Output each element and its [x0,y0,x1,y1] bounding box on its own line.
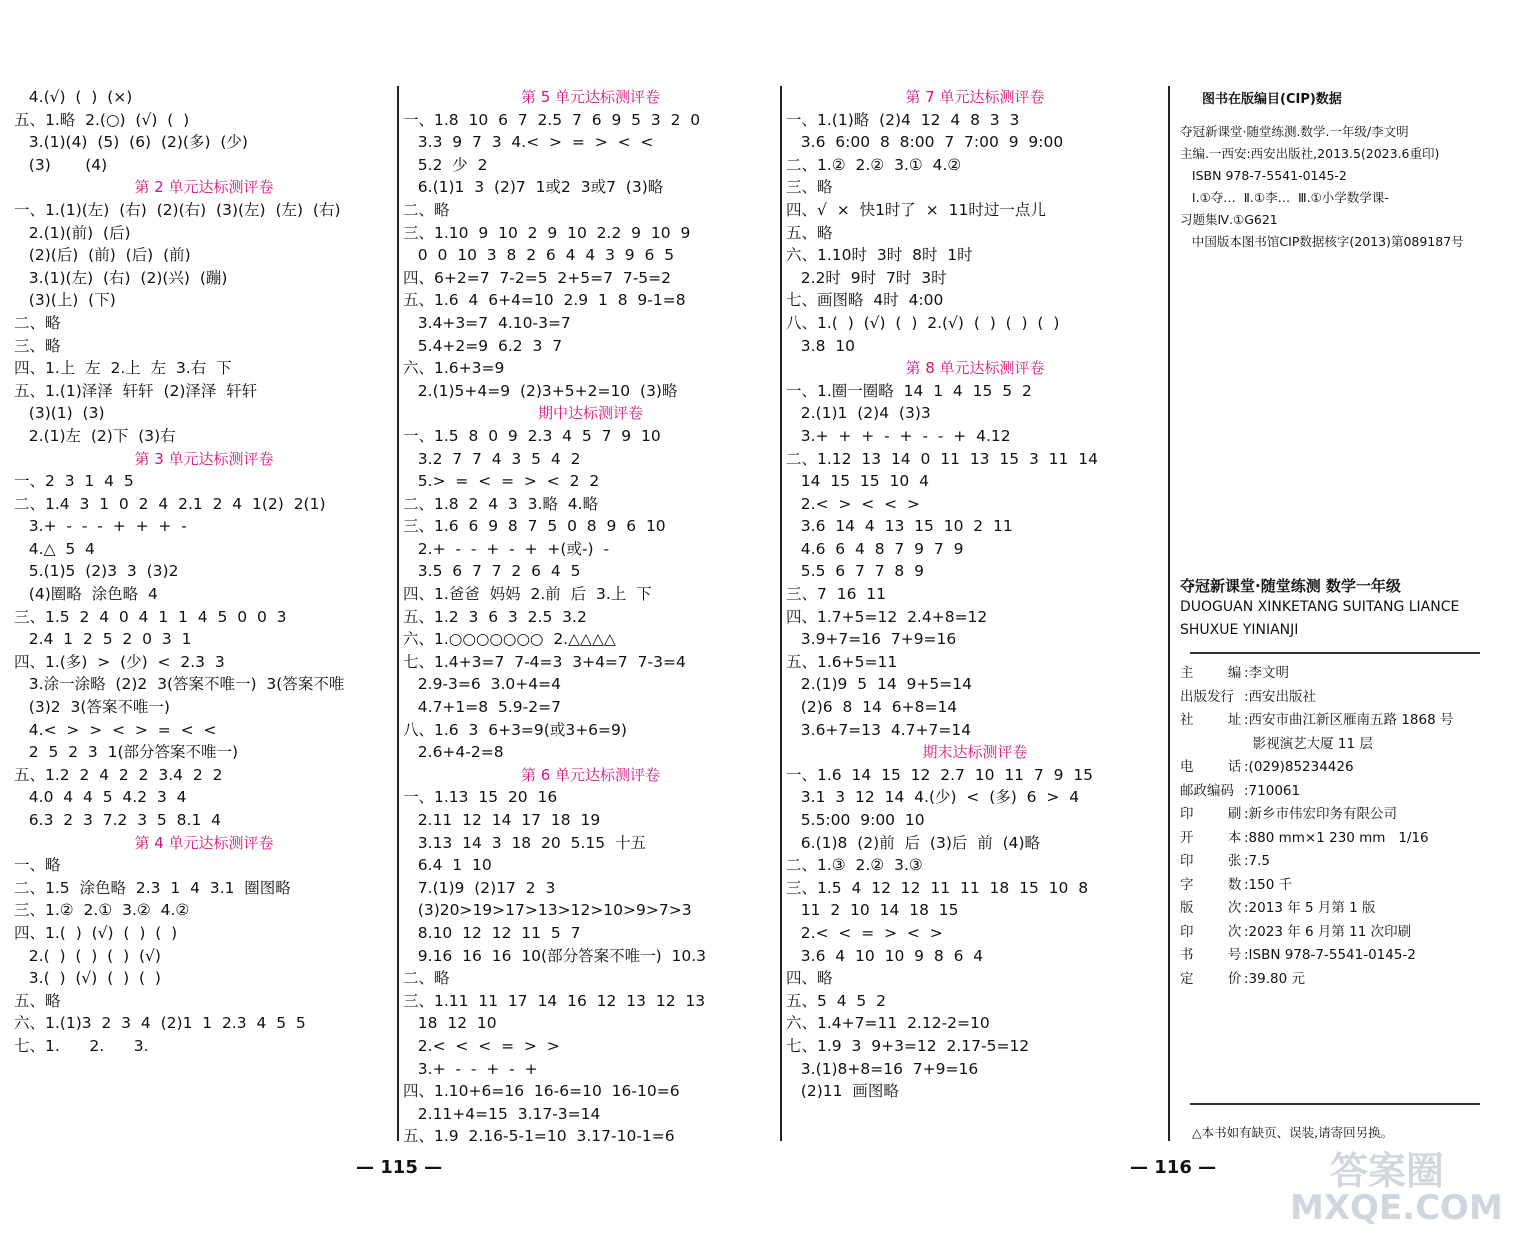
divider-rule [1190,652,1480,654]
answer-line: 七、1.9 3 9+3=12 2.17-5=12 [786,1036,1030,1055]
info-key: 开 本 [1180,829,1242,846]
answer-line: 2.< > < < > [786,494,920,513]
info-row [1180,662,1525,686]
answer-line: 2.(1)1 (2)4 (3)3 [786,404,931,423]
info-row [1180,780,1525,804]
answer-line: 三、1.② 2.① 3.② 4.② [14,901,190,920]
info-value: :新乡市伟宏印务有限公司 [1244,806,1398,822]
answer-line: 二、1.5 涂色略 2.3 1 4 3.1 圈图略 [14,878,291,897]
answer-line: 三、1.5 2 4 0 4 1 1 4 5 0 0 3 [14,607,287,626]
answer-line: 2.4 1 2 5 2 0 3 1 [14,630,192,649]
info-key: 字 数 [1180,876,1242,893]
answer-line: 3.3 9 7 3 4.< > = > < < [403,133,654,152]
answer-line: 3.8 10 [786,336,856,355]
answer-line: 5.(1)5 (2)3 3 (3)2 [14,562,179,581]
info-key: 主 编 [1180,665,1242,681]
answer-line: 18 12 10 [403,1014,497,1033]
answer-column-1 [14,86,394,1058]
info-key: 印 张 [1180,853,1242,869]
section-heading: 第 3 单元达标测评卷 [134,449,274,468]
answer-line: 3.6+7=13 4.7+7=14 [786,720,972,739]
info-value: :150 千 [1244,876,1293,893]
answer-line: 2.6+4-2=8 [403,743,504,762]
info-key: 电 话 [1180,759,1242,775]
section-heading: 期末达标测评卷 [922,743,1028,762]
watermark-text: 答案圈 [1330,1149,1445,1193]
answer-line: 二、1.4 3 1 0 2 4 2.1 2 4 1(2) 2(1) [14,494,326,513]
answer-line: 7.(1)9 (2)17 2 3 [403,878,556,897]
info-row [1180,709,1525,733]
answer-line: 3.2 7 7 4 3 5 4 2 [403,449,581,468]
answer-line: 二、略 [403,200,450,219]
info-row [1180,944,1525,968]
info-row [1180,968,1525,992]
answer-line: 五、1.(1)泽泽 轩轩 (2)泽泽 轩轩 [14,381,258,400]
answer-line: 五、略 [786,223,833,242]
section-heading: 第 5 单元达标测评卷 [520,88,661,106]
info-key: 定 价 [1180,970,1242,987]
cip-line: 主编.一西安:西安出版社,2013.5(2023.6重印) [1180,146,1440,161]
answer-line: 四、1.爸爸 妈妈 2.前 后 3.上 下 [403,585,652,604]
answer-line: 4.(√) ( ) (×) [14,88,133,106]
answer-line: 6.(1)8 (2)前 后 (3)后 前 (4)略 [786,833,1041,852]
answer-line: 4.7+1=8 5.9-2=7 [403,698,561,717]
cip-title: 图书在版编目(CIP)数据 [1202,92,1342,107]
answer-line: 三、1.11 11 17 14 16 12 13 12 13 [403,991,706,1010]
answer-line: (2)6 8 14 6+8=14 [786,698,958,717]
answer-line: (2)11 画图略 [786,1082,899,1101]
answer-line: 五、1.略 2.(○) (√) ( ) [14,110,190,129]
info-key: 出版发行 [1180,688,1234,705]
answer-line: 六、1.4+7=11 2.12-2=10 [786,1014,990,1033]
column-divider [397,86,399,1141]
info-value: :2023 年 6 月第 11 次印刷 [1244,923,1412,940]
info-value: 影视演艺大厦 11 层 [1244,735,1373,752]
answer-line: 3.(1)8+8=16 7+9=16 [786,1059,979,1078]
answer-line: 二、1.③ 2.② 3.③ [786,856,923,875]
answer-line: 6.4 1 10 [403,856,492,875]
answer-line: 七、1. 2. 3. [14,1036,149,1055]
answer-line: 3.1 3 12 14 4.(少) < (多) 6 > 4 [786,788,1080,807]
answer-line: 五、1.6+5=11 [786,652,898,671]
publication-info [1180,662,1525,991]
info-value: :西安出版社 [1244,688,1317,705]
info-row [1180,686,1525,710]
answer-line: 2.< < = > < > [786,923,943,942]
answer-line: 2.11+4=15 3.17-3=14 [403,1104,601,1123]
answer-line: 3.6 6:00 8 8:00 7 7:00 9 9:00 [786,133,1064,152]
info-key: 邮政编码 [1180,782,1234,799]
answer-line: 一、略 [14,856,61,875]
answer-line: 3.13 14 3 18 20 5.15 十五 [403,833,646,852]
answer-line: 二、略 [403,969,450,988]
cip-line: 习题集Ⅳ.①G621 [1180,212,1278,227]
info-value: :ISBN 978-7-5541-0145-2 [1244,947,1416,963]
answer-line: 三、略 [786,178,833,197]
answer-line: 3.+ - - - + + + - [14,517,187,536]
book-pinyin-1: DUOGUAN XINKETANG SUITANG LIANCE [1180,599,1460,615]
watermark-logo [1290,1140,1530,1230]
section-heading: 期中达标测评卷 [537,404,643,423]
answer-line: 一、2 3 1 4 5 [14,472,134,491]
answer-line: 2.(1)(前) (后) [14,223,131,242]
answer-line: 一、1.13 15 20 16 [403,788,558,807]
cip-line: Ⅰ.①夺… Ⅱ.①李… Ⅲ.①小学数学课- [1180,190,1389,205]
info-key: 社 址 [1180,712,1242,728]
answer-line: (2)(后) (前) (后) (前) [14,246,191,265]
page-number-left: — 115 — [356,1157,443,1178]
page-number-right: — 116 — [1130,1157,1217,1178]
info-value: :李文明 [1244,665,1290,681]
answer-line: 三、1.5 4 12 12 11 11 18 15 10 8 [786,878,1089,897]
info-row [1180,803,1525,827]
answer-line: (3) (4) [14,155,108,174]
info-value: :2013 年 5 月第 1 版 [1244,900,1376,916]
section-heading: 第 6 单元达标测评卷 [520,765,661,784]
answer-line: 一、1.6 14 15 12 2.7 10 11 7 9 15 [786,765,1094,784]
page-divider [1168,86,1170,1141]
answer-line: 2.9-3=6 3.0+4=4 [403,675,561,694]
answer-line: 一、1.圈一圈略 14 1 4 15 5 2 [786,381,1032,400]
answer-line: 6.(1)1 3 (2)7 1或2 3或7 (3)略 [403,178,664,197]
answer-line: (3)20>19>17>13>12>10>9>7>3 [403,901,692,920]
answer-line: 2.2时 9时 7时 3时 [786,268,947,287]
answer-column-2 [403,86,778,1148]
copyright-page [1180,86,1525,991]
answer-line: 七、画图略 4时 4:00 [786,291,944,310]
answer-line: 五、1.6 4 6+4=10 2.9 1 8 9-1=8 [403,291,686,310]
info-value: :710061 [1244,782,1301,799]
answer-line: 5.> = < = > < 2 2 [403,472,600,491]
answer-line: 五、5 4 5 2 [786,991,887,1010]
answer-line: 0 0 10 3 8 2 6 4 4 3 9 6 5 [403,246,675,265]
answer-line: 3.+ + + - + - - + 4.12 [786,426,1011,445]
answer-line: 3.( ) (√) ( ) ( ) [14,969,161,988]
answer-line: 五、1.9 2.16-5-1=10 3.17-10-1=6 [403,1127,675,1146]
answer-line: 11 2 10 14 18 15 [786,901,959,920]
answer-line: 3.+ - - + - + [403,1059,538,1078]
watermark-url: MXQE.COM [1290,1188,1503,1228]
answer-line: 一、1.(1)(左) (右) (2)(右) (3)(左) (左) (右) [14,200,341,219]
answer-line: 三、7 16 11 [786,585,887,604]
answer-line: 四、√ × 快1时了 × 11时过一点儿 [786,200,1046,219]
answer-line: 二、1.12 13 14 0 11 13 15 3 11 14 [786,449,1098,468]
cip-line: 夺冠新课堂·随堂练测.数学.一年级/李文明 [1180,124,1409,139]
answer-line: 四、1.(多) > (少) < 2.3 3 [14,652,225,671]
answer-line: 2.+ - - + - + +(或-) - [403,539,610,558]
answer-line: 六、1.6+3=9 [403,359,505,378]
footnote-rule [1190,1103,1480,1105]
answer-line: 二、略 [14,313,61,332]
answer-line: 六、1.10时 3时 8时 1时 [786,246,973,265]
answer-line: 9.16 16 16 10(部分答案不唯一) 10.3 [403,946,706,965]
answer-line: 八、1.6 3 6+3=9(或3+6=9) [403,720,627,739]
info-value: :39.80 元 [1244,970,1305,987]
info-key: 版 次 [1180,900,1242,916]
info-row [1180,756,1525,780]
answer-line: 八、1.( ) (√) ( ) 2.(√) ( ) ( ) ( ) [786,313,1060,332]
answer-line: (4)圈略 涂色略 4 [14,585,158,604]
answer-line: 4.0 4 4 5 4.2 3 4 [14,788,187,807]
answer-line: 二、1.8 2 4 3 3.略 4.略 [403,494,599,513]
info-value: :西安市曲江新区雁南五路 1868 号 [1244,712,1454,728]
answer-line: 3.5 6 7 7 2 6 4 5 [403,562,581,581]
answer-line: 四、略 [786,969,833,988]
answer-line: 5.2 少 2 [403,155,488,174]
answer-line: 二、1.② 2.② 3.① 4.② [786,155,962,174]
answer-line: (3)(1) (3) [14,404,105,423]
answer-line: 四、6+2=7 7-2=5 2+5=7 7-5=2 [403,268,672,287]
info-row [1180,850,1525,874]
info-value: :(029)85234426 [1244,759,1354,775]
answer-line: 4.6 6 4 8 7 9 7 9 [786,539,964,558]
answer-line: 四、1.7+5=12 2.4+8=12 [786,607,988,626]
answer-line: 一、1.(1)略 (2)4 12 4 8 3 3 [786,110,1020,129]
answer-line: 三、1.10 9 10 2 9 10 2.2 9 10 9 [403,223,691,242]
footnote: △本书如有缺页、误装,请寄回另换。 [1192,1125,1394,1140]
section-heading: 第 8 单元达标测评卷 [905,359,1045,378]
answer-line: 2.11 12 14 17 18 19 [403,811,601,829]
answer-line: 2.(1)左 (2)下 (3)右 [14,426,176,445]
answer-line: 2.< < < = > > [403,1036,560,1055]
answer-line: 2.(1)5+4=9 (2)3+5+2=10 (3)略 [403,381,678,400]
answer-line: 三、1.6 6 9 8 7 5 0 8 9 6 10 [403,517,666,536]
answer-line: 6.3 2 3 7.2 3 5 8.1 4 [14,811,222,829]
book-pinyin-2: SHUXUE YINIANJI [1180,622,1299,638]
cip-line: ISBN 978-7-5541-0145-2 [1180,168,1347,183]
answer-line: 5.5 6 7 7 8 9 [786,562,925,581]
answer-column-3 [786,86,1164,1103]
info-value: :7.5 [1244,853,1271,869]
info-row [1180,827,1525,851]
section-heading: 第 7 单元达标测评卷 [905,88,1045,106]
answer-line: 3.(1)(4) (5) (6) (2)(多) (少) [14,133,248,152]
answer-line: 五、略 [14,991,61,1010]
info-key: 书 号 [1180,947,1242,963]
info-row [1180,897,1525,921]
info-row [1180,874,1525,898]
answer-line: 四、1.上 左 2.上 左 3.右 下 [14,359,232,378]
column-divider [780,86,782,1141]
answer-line: 五、1.2 3 6 3 2.5 3.2 [403,607,587,626]
answer-line: (3)2 3(答案不唯一) [14,698,170,717]
answer-line: 3.9+7=16 7+9=16 [786,630,957,649]
book-title: 夺冠新课堂·随堂练测 数学一年级 [1180,577,1401,595]
answer-line: (3)(上) (下) [14,291,116,310]
answer-line: 2.(1)9 5 14 9+5=14 [786,675,972,694]
section-heading: 第 2 单元达标测评卷 [134,178,274,197]
answer-line: 3.涂一涂略 (2)2 3(答案不唯一) 3(答案不唯 [14,675,345,694]
answer-line: 4.△ 5 4 [14,539,95,558]
answer-line: 3.4+3=7 4.10-3=7 [403,313,571,332]
cip-line: 中国版本图书馆CIP数据核字(2013)第089187号 [1180,234,1464,249]
answer-line: 2 5 2 3 1(部分答案不唯一) [14,743,239,762]
answer-line: 三、略 [14,336,61,355]
section-heading: 第 4 单元达标测评卷 [134,833,274,852]
answer-line: 3.6 14 4 13 15 10 2 11 [786,517,1013,536]
cip-data [1180,121,1525,253]
answer-line: 3.6 4 10 10 9 8 6 4 [786,946,984,965]
answer-line: 5.5:00 9:00 10 [786,811,925,829]
info-key: 印 次 [1180,923,1242,940]
info-key: 印 刷 [1180,806,1242,822]
answer-line: 四、1.( ) (√) ( ) ( ) [14,923,178,942]
answer-line: 14 15 15 10 4 [786,472,929,491]
answer-line: 4.< > > < > = < < [14,720,217,739]
answer-line: 六、1.(1)3 2 3 4 (2)1 1 2.3 4 5 5 [14,1014,306,1033]
answer-line: 七、1.4+3=7 7-4=3 3+4=7 7-3=4 [403,652,686,671]
answer-line: 8.10 12 12 11 5 7 [403,923,581,942]
answer-line: 一、1.5 8 0 9 2.3 4 5 7 9 10 [403,426,661,445]
info-row [1180,733,1525,757]
answer-line: 四、1.10+6=16 16-6=10 16-10=6 [403,1082,680,1101]
info-value: :880 mm×1 230 mm 1/16 [1244,829,1429,846]
answer-line: 六、1.○○○○○○○ 2.△△△△ [403,630,616,649]
answer-line: 2.( ) ( ) ( ) (√) [14,946,161,965]
answer-line: 一、1.8 10 6 7 2.5 7 6 9 5 3 2 0 [403,110,701,129]
answer-line: 五、1.2 2 4 2 2 3.4 2 2 [14,765,223,784]
answer-line: 5.4+2=9 6.2 3 7 [403,336,563,355]
info-row [1180,921,1525,945]
answer-line: 3.(1)(左) (右) (2)(兴) (蹦) [14,268,228,287]
